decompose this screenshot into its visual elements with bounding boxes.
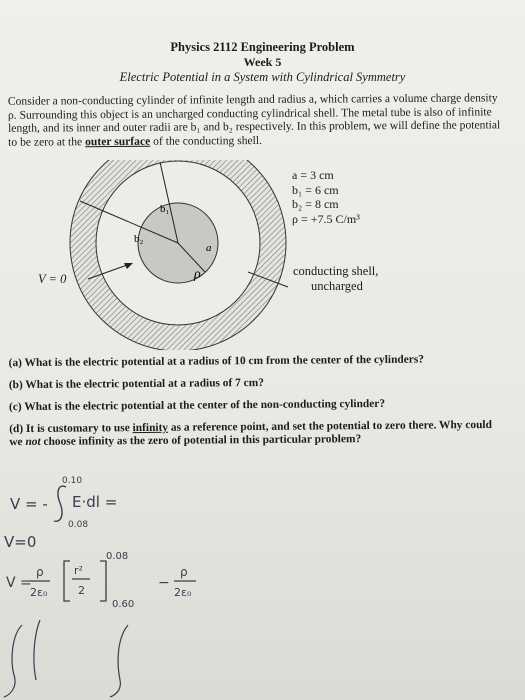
hw-r-squared: r² — [74, 564, 83, 577]
hw-rho-2: ρ — [180, 565, 188, 579]
cylinder-diagram — [0, 160, 525, 350]
question-d-infinity: infinity — [132, 421, 169, 435]
question-list — [9, 353, 505, 458]
parameter-list — [292, 168, 360, 226]
problem-text-emphasis: outer surface — [85, 134, 151, 148]
handwritten-work — [0, 475, 525, 700]
label-b1: b₁ — [160, 203, 170, 215]
hw-limit-top: 0.08 — [106, 551, 129, 562]
shell-label-line1: conducting shell, — [293, 264, 379, 278]
shell-label-line2: uncharged — [311, 279, 363, 293]
worksheet-subtitle: Electric Potential in a System with Cylindrical Symmetry — [119, 70, 406, 84]
question-d-post: choose infinity as the zero of potential in this particular problem? — [40, 433, 362, 448]
param-b2: b₂ = 8 cm — [292, 197, 339, 211]
hw-bracket-left — [64, 561, 70, 601]
hw-integral-scribble-1 — [4, 625, 22, 697]
hw-rho-1: ρ — [36, 565, 44, 579]
question-d — [9, 419, 504, 449]
label-b2: b₂ — [134, 233, 144, 245]
hw-two: 2 — [78, 584, 85, 597]
problem-text-a: Consider a non-conducting cylinder of infinite length and radius a, which carries a volume charge density ρ. Surrounding this object is an uncharged conducting cylindrical shell. The metal tube is also of infinite length, and its inner and outer radii are b₁ and b₂ respectively. In this problem, we will define the potential to be zero at the — [7, 91, 501, 149]
question-c: (c) What is the electric potential at the center of the non-conducting cylinder? — [8, 397, 386, 414]
hw-v-minus: V = - — [10, 495, 48, 513]
hw-integral-scribble-3 — [110, 625, 128, 697]
problem-text-b: of the conducting shell. — [150, 133, 263, 148]
hw-integral-sign — [54, 486, 66, 521]
question-d-mid: as a reference point, and set the potential to zero there. Why could we — [9, 418, 492, 449]
hw-2eps-1: 2ε₀ — [30, 586, 48, 599]
hw-integral-scribble-2 — [34, 620, 40, 680]
param-rho: ρ = +7.5 C/m³ — [292, 211, 360, 226]
label-rho: ρ — [194, 267, 201, 282]
question-a: (a) What is the electric potential at a radius of 10 cm from the center of the cylinders? — [8, 353, 425, 370]
hw-v-eq: V = — [6, 575, 32, 591]
worksheet-week: Week 5 — [243, 55, 282, 69]
param-b1: b₁ = 6 cm — [292, 182, 339, 197]
worksheet-header — [0, 40, 525, 85]
hw-lower-limit: 0.08 — [68, 520, 89, 530]
problem-statement — [8, 91, 508, 149]
label-a: a — [206, 242, 212, 254]
hw-v-zero: V=0 — [4, 533, 37, 551]
hw-bracket-right — [100, 561, 106, 601]
hw-minus: − — [158, 575, 170, 591]
question-d-not: not — [25, 435, 41, 449]
hw-limit-bottom: 0.60 — [112, 599, 135, 610]
question-b: (b) What is the electric potential at a radius of 7 cm? — [8, 376, 264, 392]
shell-label — [293, 264, 378, 294]
question-d-pre: (d) It is customary to use — [9, 422, 133, 436]
hw-upper-limit: 0.10 — [62, 476, 83, 486]
v0-label: V = 0 — [38, 272, 67, 286]
worksheet-title: Physics 2112 Engineering Problem — [170, 40, 355, 54]
hw-2eps-2: 2ε₀ — [174, 586, 192, 599]
hw-integrand: E·dl = — [72, 493, 118, 511]
param-a: a = 3 cm — [292, 168, 334, 182]
